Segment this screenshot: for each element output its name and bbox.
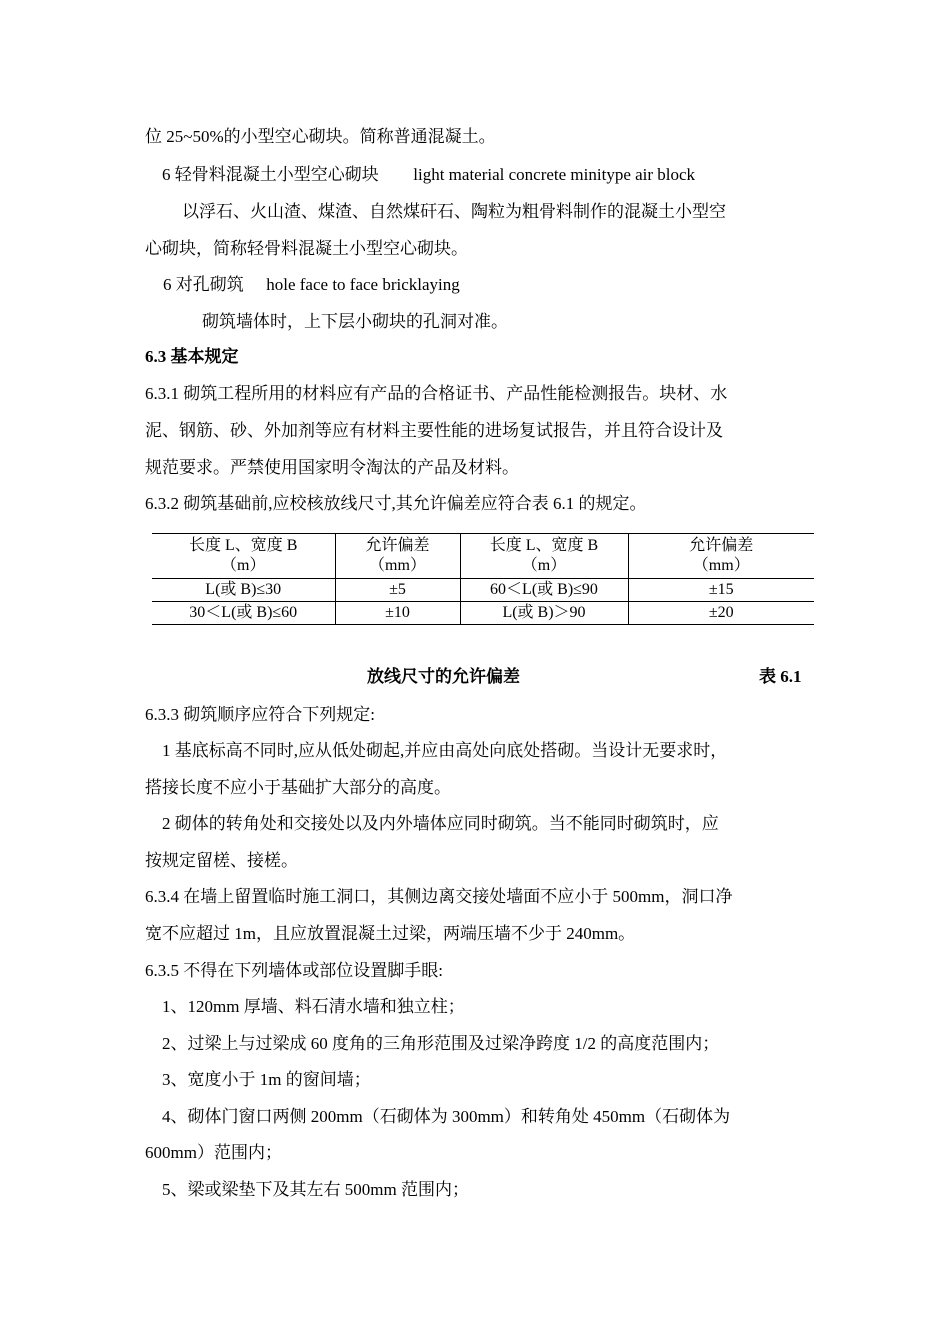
paragraph: 按规定留槎、接槎。 [145, 851, 298, 870]
list-item: 2、过梁上与过梁成 60 度角的三角形范围及过梁净跨度 1/2 的高度范围内； [162, 1034, 720, 1053]
table-header-cell: 长度 L、宽度 B （m） [152, 534, 335, 579]
list-item-continuation: 600mm）范围内； [145, 1143, 282, 1162]
table-header-cell: 允许偏差 （mm） [335, 534, 460, 579]
term-hole-bricklaying [163, 274, 460, 296]
paragraph: 位 25~50%的小型空心砌块。简称普通混凝土。 [145, 127, 496, 146]
paragraph: 搭接长度不应小于基础扩大部分的高度。 [145, 778, 451, 797]
table-cell: 60＜L(或 B)≤90 [460, 579, 628, 602]
term-lightweight-block [162, 164, 695, 186]
table-caption: 放线尺寸的允许偏差 [367, 667, 520, 686]
table-cell: 30＜L(或 B)≤60 [152, 602, 335, 625]
paragraph: 6.3.1 砌筑工程所用的材料应有产品的合格证书、产品性能检测报告。块材、水 [145, 384, 728, 403]
tolerance-table [152, 533, 814, 625]
table-cell: ±20 [628, 602, 814, 625]
table-row [152, 602, 814, 625]
table-header-row [152, 534, 814, 579]
paragraph: 1 基底标高不同时,应从低处砌起,并应由高处向底处搭砌。当设计无要求时， [162, 741, 728, 760]
table-cell: L(或 B)＞90 [460, 602, 628, 625]
paragraph: 泥、钢筋、砂、外加剂等应有材料主要性能的进场复试报告，并且符合设计及 [145, 421, 723, 440]
list-item: 4、砌体门窗口两侧 200mm（石砌体为 300mm）和转角处 450mm（石砌体为 [162, 1107, 731, 1126]
list-item: 3、宽度小于 1m 的窗间墙； [162, 1070, 371, 1089]
paragraph: 规范要求。严禁使用国家明令淘汰的产品及材料。 [145, 458, 519, 477]
list-item: 1、120mm 厚墙、料石清水墙和独立柱； [162, 997, 465, 1016]
section-heading: 6.3 基本规定 [145, 347, 239, 366]
table-cell: L(或 B)≤30 [152, 579, 335, 602]
table-number: 表 6.1 [759, 667, 802, 686]
term-en: light material concrete minitype air block [413, 165, 696, 184]
paragraph: 6.3.3 砌筑顺序应符合下列规定: [145, 705, 375, 724]
paragraph: 6.3.4 在墙上留置临时施工洞口，其侧边离交接处墙面不应小于 500mm，洞口净 [145, 887, 733, 906]
paragraph: 以浮石、火山渣、煤渣、自然煤矸石、陶粒为粗骨料制作的混凝土小型空 [182, 202, 726, 221]
table-header-cell: 允许偏差 （mm） [628, 534, 814, 579]
table-cell: ±5 [335, 579, 460, 602]
paragraph: 2 砌体的转角处和交接处以及内外墙体应同时砌筑。当不能同时砌筑时，应 [162, 814, 719, 833]
paragraph: 宽不应超过 1m，且应放置混凝土过梁，两端压墙不少于 240mm。 [145, 924, 636, 943]
paragraph: 砌筑墙体时，上下层小砌块的孔洞对准。 [202, 312, 508, 331]
term-en: hole face to face bricklaying [266, 275, 460, 294]
table-cell: ±15 [628, 579, 814, 602]
table-row [152, 579, 814, 602]
table-cell: ±10 [335, 602, 460, 625]
paragraph: 6.3.2 砌筑基础前,应校核放线尺寸,其允许偏差应符合表 6.1 的规定。 [145, 494, 647, 513]
paragraph: 心砌块，简称轻骨料混凝土小型空心砌块。 [145, 239, 468, 258]
term-cn: 6 对孔砌筑 [163, 275, 244, 294]
term-cn: 6 轻骨料混凝土小型空心砌块 [162, 165, 379, 184]
table-header-cell: 长度 L、宽度 B （m） [460, 534, 628, 579]
paragraph: 6.3.5 不得在下列墙体或部位设置脚手眼: [145, 961, 443, 980]
list-item: 5、梁或梁垫下及其左右 500mm 范围内； [162, 1180, 469, 1199]
